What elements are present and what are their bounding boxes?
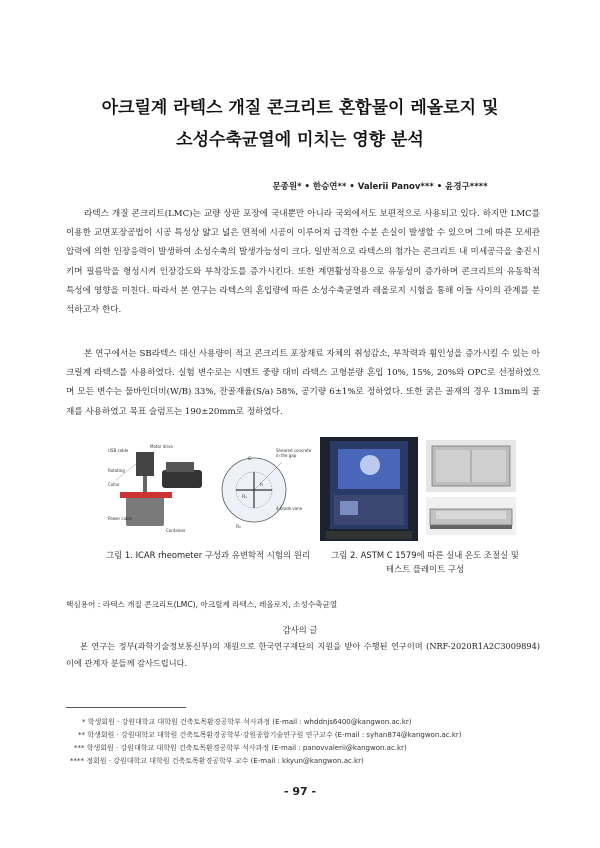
label-collar: Collar (108, 482, 120, 487)
label-usb: USB cable (108, 448, 129, 453)
acknowledgement-text: 본 연구는 정부(과학기술정보통신부)의 재원으로 한국연구재단의 지원을 받아 수행된 연구이며 (NRF-2020R1A2C3009894) 이에 관계자 분들께 감사드립니다. (66, 641, 540, 668)
label-g: G (248, 457, 252, 462)
label-rotating: Rotating (108, 468, 125, 473)
label-power: Power cable (108, 516, 133, 521)
label-motor: Motor drive (150, 444, 173, 449)
figure-1-vane-diagram (220, 440, 312, 536)
label-sheared: Sheared concrete in the gap (276, 448, 312, 458)
chamber-illustration (320, 437, 418, 541)
author-list: 문종원* • 한승연** • Valerii Panov*** • 윤경구**** (272, 182, 488, 192)
footnote-3: *** 학생회원 · 강원대학교 대학원 건축토목환경공학부 석사과정 (E-mail : panovvalerii@kangwon.ac.kr) (74, 744, 407, 752)
figure-2-caption (320, 548, 530, 576)
label-ro: R₀ (236, 525, 241, 530)
vane-diagram-illustration (220, 440, 312, 536)
rheometer-illustration (106, 440, 212, 536)
label-h: h (260, 483, 263, 488)
figure-2-plate-photo-top (426, 440, 516, 492)
title-line-2: 소성수축균열에 미치는 영향 분석 (176, 130, 424, 150)
figure-1-rheometer-photo (106, 440, 212, 536)
title-line-1: 아크릴계 라텍스 개질 콘크리트 혼합물이 레올로지 및 (101, 98, 499, 118)
figure-2-caption-line-1: 그림 2. ASTM C 1579에 따른 실내 온도 조절실 및 (331, 550, 519, 560)
figure-2-plate-photo-bottom (426, 497, 516, 535)
paper-title (40, 92, 560, 156)
footnote-1: * 학생회원 · 강원대학교 대학원 건축토목환경공학부 석사과정 (E-mail : whddnjs6400@kangwon.ac.kr) (82, 718, 412, 726)
figure-2-caption-line-2: 테스트 플레이트 구성 (385, 564, 465, 574)
figure-1-caption: 그림 1. ICAR rheometer 구성과 유변학적 시험의 원리 (106, 550, 310, 560)
figure-2-chamber-photo (320, 437, 418, 541)
body-paragraph-1: 라텍스 개질 콘크리트(LMC)는 교량 상판 포장에 국내뿐만 아니라 국외에서도 보편적으로 사용되고 있다. 하지만 LMC를 이용한 교면포장공법이 시공 특성상 얇고 넓은 면적에 시공이 이루어져 급격한 수분 손실이 발생할 수 있으며 그에 따른 모세관 압력에 의한 인장응력이 발생하여 소성수축의 발생가능성이 크다. 일반적으로 라텍스의 첨가는 콘크리트 내 미세공극을 충진시키며 필름막을 형성시켜 인장강도와 부착강도를 증가시킨다. 또한 계면활성작용으로 유동성이 증가하며 콘크리트의 유동학적 특성에 영향을 미친다. 따라서 본 연구는 라텍스의 혼입량에 따른 소성수축균열과 레올로지 시험을 통해 이들 사이의 관계를 분석하고자 한다. (66, 209, 540, 316)
label-container: Container (166, 528, 186, 533)
footnote-2: ** 학생회원 · 강원대학교 대학원 건축토목환경공학부·강원종합기술연구원 연구교수 (E-mail : syhan874@kangwon.ac.kr) (78, 731, 462, 739)
acknowledgement-title: 감사의 글 (282, 625, 318, 635)
footnote-4: **** 정회원 · 강원대학교 대학원 건축토목환경공학부 교수 (E-mail : kkyun@kangwon.ac.kr) (70, 757, 364, 765)
plate-top-illustration (426, 440, 516, 492)
body-paragraph-2: 본 연구에서는 SB라텍스 대신 사용량이 적고 콘크리트 포장재료 자체의 취성감소, 부착력과 휨인성을 증가시킬 수 있는 아크릴계 라텍스를 사용하였다. 실험 변수로는 시멘트 중량 대비 라텍스 고형분량 혼입 10%, 15%, 20%와 OPC로 선정하였으며 모든 변수는 물바인더비(W/B) 33%, 잔골재율(S/a) 58%, 공기량 6±1%로 정하였다. 또한 굵은 골재의 경우 13mm의 골재를 사용하였고 목표 슬럼프는 190±20mm로 정하였다. (66, 349, 540, 417)
footnote-divider (66, 707, 186, 708)
plate-bottom-illustration (426, 497, 516, 535)
page-number: - 97 - (283, 785, 317, 798)
label-vane: 4-blade vane (276, 506, 303, 511)
keywords: 핵심용어 : 라텍스 개질 콘크리트(LMC), 아크릴계 라텍스, 레올로지, 소성수축균열 (66, 600, 338, 609)
label-r1: R₁ (242, 495, 247, 500)
